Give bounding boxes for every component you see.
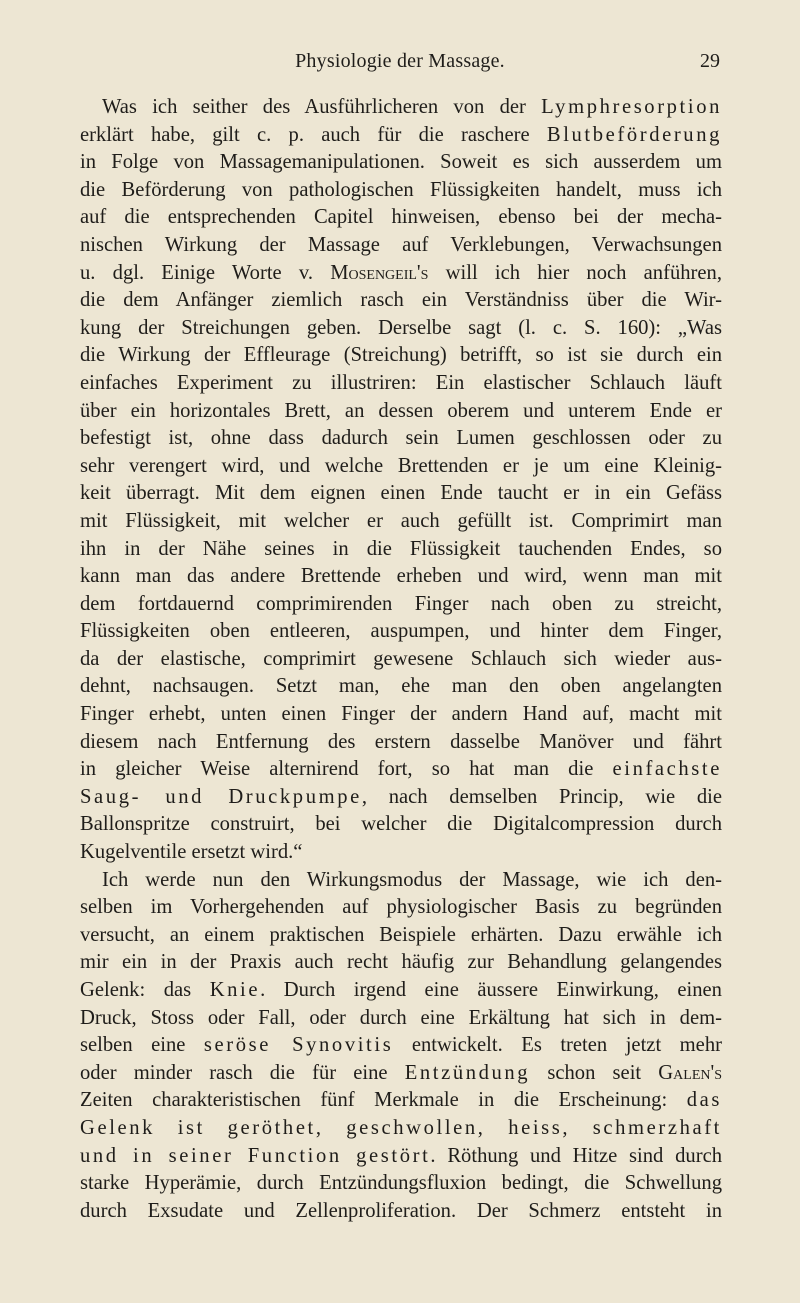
text-line [80, 260, 722, 288]
text-line [80, 508, 722, 536]
text-run: starke Hyperämie, durch Entzündungsfluxion bedingt, die Schwellung [80, 1172, 722, 1195]
text-run: Flüssigkeiten oben entleeren, auspumpen, und hinter dem Finger, [80, 620, 722, 643]
text-run: oder minder rasch die für eine [80, 1061, 405, 1084]
text-run: Kugelventile ersetzt wird.“ [80, 841, 303, 864]
text-run: durch Exsudate und Zellenproliferation. Der Schmerz entsteht in [80, 1199, 722, 1222]
text-line [80, 1005, 722, 1033]
text-line [80, 729, 722, 757]
text-line [80, 701, 722, 729]
text-run: kann man das andere Brettende erheben und wird, wenn man mit [80, 565, 722, 588]
text-run: , nach demselben Princip, wie die [361, 785, 722, 808]
text-run: Ich werde nun den Wirkungsmodus der Massage, wie ich den- [102, 868, 722, 891]
text-run: die Wirkung der Effleurage (Streichung) betrifft, so ist sie durch ein [80, 344, 722, 367]
text-line [80, 149, 722, 177]
text-line [80, 536, 722, 564]
text-run: dehnt, nachsaugen. Setzt man, ehe man den oben angelangten [80, 675, 722, 698]
text-line [80, 811, 722, 839]
text-line [80, 1032, 722, 1060]
text-run: kung der Streichungen geben. Derselbe sagt (l. c. S. 160): „Was [80, 316, 722, 339]
text-line [80, 177, 722, 205]
text-line [80, 1060, 722, 1088]
text-run: . Röthung und Hitze sind durch [430, 1144, 722, 1167]
text-run: Was ich seither des Ausführlicheren von der [102, 96, 542, 118]
text-run: in Folge von Massagemanipulationen. Soweit es sich ausserdem um [80, 151, 722, 174]
text-run: die Beförderung von pathologischen Flüssigkeiten handelt, muss ich [80, 178, 722, 201]
text-line [80, 370, 722, 398]
emphasized-term: und in seiner Function gestört [80, 1144, 431, 1167]
text-line [80, 122, 722, 150]
page-number: 29 [700, 50, 720, 72]
text-line [80, 1087, 722, 1115]
emphasized-term: Knie [209, 979, 261, 1001]
text-run: dem fortdauernd comprimirenden Finger nach oben zu streicht, [80, 592, 722, 615]
text-line [80, 949, 722, 977]
text-line [80, 287, 722, 315]
text-run: Finger erhebt, unten einen Finger der andern Hand auf, macht mit [80, 703, 722, 726]
text-run: ihn in der Nähe seines in die Flüssigkeit tauchenden Endes, so [80, 537, 722, 560]
text-run: sehr verengert wird, und welche Brettenden er je um eine Kleinig- [80, 454, 722, 477]
running-head [80, 50, 720, 80]
text-line [80, 646, 722, 674]
emphasized-term: einfachste [612, 758, 722, 781]
author-name: Mosengeil's [330, 261, 429, 284]
text-line [80, 94, 722, 122]
text-line [80, 1115, 722, 1143]
text-run: über ein horizontales Brett, an dessen oberem und unterem Ende er [80, 399, 722, 422]
text-line [80, 398, 722, 426]
text-run: da der elastische, comprimirt gewesene Schlauch sich wieder aus- [80, 647, 722, 670]
emphasized-term: Saug- und Druckpumpe [80, 785, 362, 808]
text-run: Gelenk: das [80, 979, 210, 1001]
emphasized-term: Gelenk ist geröthet, geschwollen, heiss, schmerzhaft [80, 1116, 722, 1139]
text-run: befestigt ist, ohne dass dadurch sein Lumen geschlossen oder zu [80, 427, 722, 450]
text-run: diesem nach Entfernung des erstern dasselbe Manöver und fährt [80, 730, 722, 753]
text-line [80, 591, 722, 619]
text-run: Zeiten charakteristischen fünf Merkmale in die Erscheinung: [80, 1089, 687, 1112]
running-title: Physiologie der Massage. [295, 50, 505, 72]
text-run: auf die entsprechenden Capitel hinweisen, ebenso bei der mecha- [80, 206, 722, 229]
text-line [80, 839, 722, 867]
text-run: die dem Anfänger ziemlich rasch ein Verständniss über die Wir- [80, 289, 722, 312]
text-line [80, 315, 722, 343]
text-line [80, 453, 722, 481]
text-line [80, 563, 722, 591]
emphasized-term: das [686, 1089, 722, 1112]
text-line [80, 1143, 722, 1171]
text-run: erklärt habe, gilt c. p. auch für die raschere [80, 123, 547, 146]
text-line [80, 1170, 722, 1198]
text-run: selben eine [80, 1034, 204, 1057]
text-run: u. dgl. Einige Worte v. [80, 261, 331, 284]
text-run: will ich hier noch anführen, [428, 261, 722, 284]
text-run: einfaches Experiment zu illustriren: Ein elastischer Schlauch läuft [80, 371, 722, 394]
text-run: Ballonspritze construirt, bei welcher die Digitalcompression durch [80, 813, 722, 836]
text-line [80, 977, 722, 1005]
text-line [80, 618, 722, 646]
text-line [80, 1198, 722, 1226]
body-text [80, 94, 722, 1225]
text-line [80, 756, 722, 784]
emphasized-term: seröse Synovitis [203, 1034, 394, 1057]
text-run: mir ein in der Praxis auch recht häufig zur Behandlung gelangendes [80, 951, 722, 974]
text-line [80, 204, 722, 232]
text-run: selben im Vorhergehenden auf physiologischer Basis zu begründen [80, 896, 722, 919]
text-line [80, 425, 722, 453]
author-name: Galen's [658, 1061, 722, 1084]
text-run: mit Flüssigkeit, mit welcher er auch gefüllt ist. Comprimirt man [80, 509, 722, 532]
text-run: in gleicher Weise alternirend fort, so hat man die [80, 758, 613, 781]
emphasized-term: Blutbeförderung [546, 123, 722, 146]
text-run: keit überragt. Mit dem eignen einen Ende taucht er in ein Gefäss [80, 482, 722, 505]
text-line [80, 867, 722, 895]
text-line [80, 342, 722, 370]
emphasized-term: Lymphresorption [541, 96, 722, 118]
text-run: schon seit [530, 1061, 659, 1084]
text-line [80, 922, 722, 950]
emphasized-term: Entzündung [404, 1061, 531, 1084]
text-line [80, 894, 722, 922]
text-run: . Durch irgend eine äussere Einwirkung, einen [260, 979, 722, 1001]
text-line [80, 480, 722, 508]
text-run: Druck, Stoss oder Fall, oder durch eine Erkältung hat sich in dem- [80, 1006, 722, 1029]
text-line [80, 232, 722, 260]
text-run: nischen Wirkung der Massage auf Verklebungen, Verwachsungen [80, 233, 722, 256]
text-run: versucht, an einem praktischen Beispiele erhärten. Dazu erwähle ich [80, 923, 722, 946]
text-run: entwickelt. Es treten jetzt mehr [393, 1034, 722, 1057]
text-line [80, 784, 722, 812]
text-line [80, 673, 722, 701]
